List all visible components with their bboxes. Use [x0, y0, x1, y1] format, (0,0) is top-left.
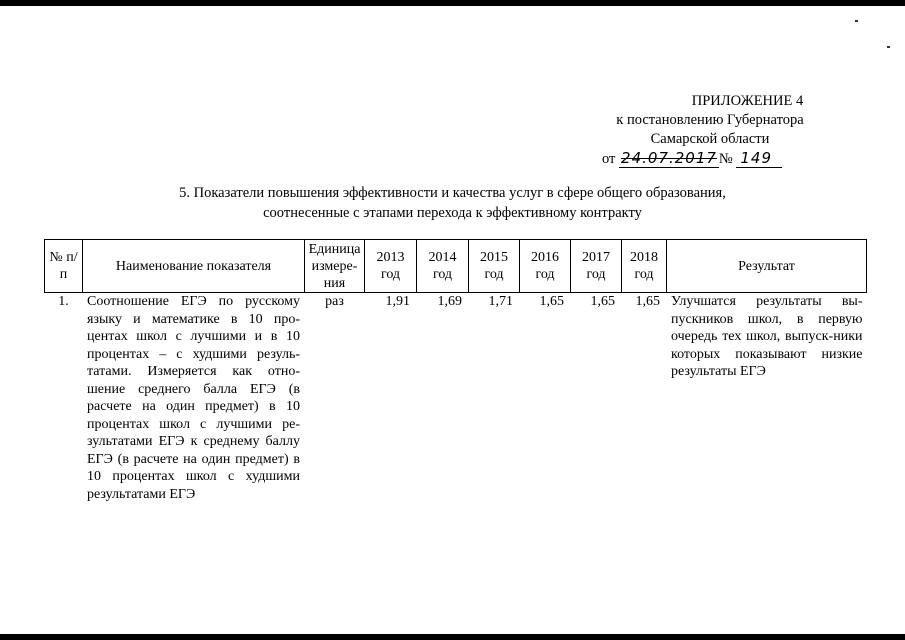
- appendix-line-2: Самарской области: [650, 131, 770, 147]
- handwritten-number: 149: [736, 149, 782, 168]
- header-2017: 2017 год: [571, 240, 622, 293]
- table-header-row: [45, 240, 867, 293]
- header-2016: 2016 год: [520, 240, 571, 293]
- row-value-2017: 1,65: [590, 294, 615, 309]
- row-num: 1.: [58, 294, 69, 309]
- row-value-2016: 1,65: [539, 294, 564, 309]
- row-value-2014: 1,69: [437, 294, 462, 309]
- indicators-table: [44, 239, 867, 503]
- header-2018: 2018 год: [622, 240, 667, 293]
- row-value-2015: 1,71: [488, 294, 513, 309]
- section-title: [0, 183, 905, 223]
- appendix-block: [560, 92, 860, 169]
- header-2013: 2013 год: [365, 240, 417, 293]
- row-unit: раз: [325, 294, 344, 309]
- scan-speck: [887, 46, 890, 48]
- row-value-2018: 1,65: [635, 294, 660, 309]
- row-indicator-name: Соотношение ЕГЭ по русскому языку и математике в 10 про-центах школ с лучшими и в 10 процентах – с худшими резуль-татами. Измеряется как отно-шение среднего балла ЕГЭ (в расчете на один предмет) в 10 процентах школ с лучшими ре-зультатами ЕГЭ к среднему баллу ЕГЭ (в расчете на один предмет) в 10 процентах школ с худшими результатами ЕГЭ: [87, 294, 300, 502]
- number-prefix: №: [718, 151, 733, 167]
- date-prefix: от: [602, 151, 616, 167]
- row-value-2013: 1,91: [385, 294, 410, 309]
- section-title-line-2: соотнесенные с этапами перехода к эффективному контракту: [263, 205, 642, 221]
- scan-bottom-border: [0, 634, 905, 640]
- header-unit: Единица измере-ния: [305, 240, 365, 293]
- appendix-title: ПРИЛОЖЕНИЕ 4: [691, 93, 804, 109]
- scan-top-border: [0, 0, 905, 6]
- section-title-line-1: 5. Показатели повышения эффективности и качества услуг в сфере общего образования,: [179, 185, 726, 201]
- appendix-date-line: [560, 149, 860, 169]
- header-num: № п/п: [45, 240, 83, 293]
- header-2015: 2015 год: [469, 240, 520, 293]
- scan-speck: [855, 20, 858, 22]
- header-2014: 2014 год: [417, 240, 469, 293]
- header-result: Результат: [667, 240, 867, 293]
- handwritten-date: 24.07.2017: [621, 149, 717, 167]
- table-row: [45, 293, 867, 504]
- row-result: Улучшатся результаты вы-пускников школ, в первую очередь тех школ, выпуск-ники которых показывают низкие результаты ЕГЭ: [671, 294, 863, 379]
- appendix-line-1: к постановлению Губернатора: [616, 112, 804, 128]
- header-name: Наименование показателя: [83, 240, 305, 293]
